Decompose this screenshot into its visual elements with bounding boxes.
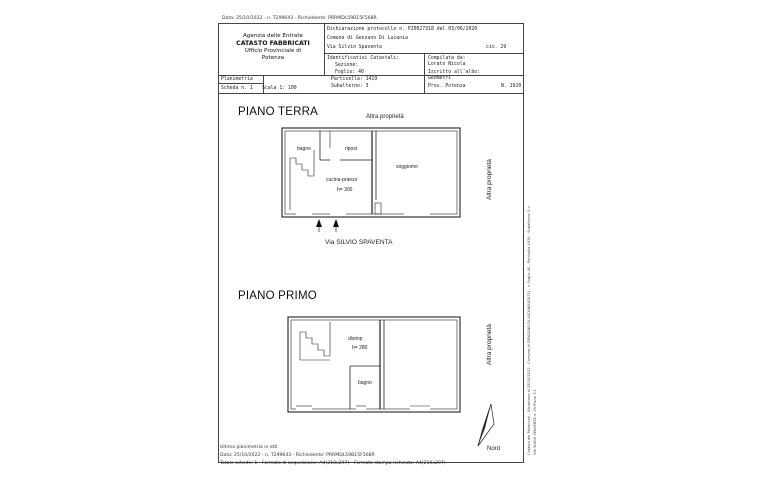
side-stamp-line2: VIA SILVIO SPAVENTA n. 29 Piano T-1	[533, 389, 537, 455]
compilata-label: Compilata da:	[428, 56, 466, 61]
protocol-line: Dichiarazione protocollo n. PZ0027318 del 03/06/2020	[327, 27, 478, 32]
ufficio-city: Potenza	[261, 55, 285, 61]
disimp-height: h= 280	[352, 345, 368, 351]
footer-format-info: Totale schede: 1 - Formato di acquisizione: A4(210x297) - Formato stampa richiesto: A4(210x297)	[220, 461, 446, 466]
cucina-label: cucina-pranzo	[326, 177, 358, 183]
street-label: Via SILVIO SPAVENTA	[325, 239, 393, 246]
disimp-label: disimp	[348, 336, 363, 342]
comune-line: Comune di Genzano Di Lucania	[327, 36, 408, 41]
print-info: Data: 25/10/2022 - n. T299643 - Richiedente: PRRMDL59B15F568R	[222, 16, 377, 21]
civic-number: civ. 29	[486, 45, 507, 50]
ufficio-label: Ufficio Provinciale di	[244, 48, 302, 54]
cucina-height: h= 300	[337, 187, 353, 193]
address-line: Via Silvio Spaventa	[327, 45, 382, 50]
side-stamp-line1: Catasto dei Fabbricati - Situazione al 25/10/2022 - Comune di GENZANO DI LUCANIA(D971) - < Foglio 40 - Particella 1419 - Subalterno 3 >	[527, 205, 531, 455]
bagno-label: bagno	[297, 146, 311, 152]
footer-print-info: Data: 25/10/2022 - n. T299643 - Richiedente: PRRMDL59B15F568R	[220, 453, 375, 458]
subalterno-line: Subalterno: 3	[331, 84, 369, 89]
numero-line: N. 1920	[501, 84, 522, 89]
iscritto-label: Iscritto all'albo:	[428, 70, 480, 75]
neighbor-right-first: Altra proprietà	[486, 324, 493, 365]
compilata-name: Lorato Nicola	[428, 62, 466, 67]
foglio-line: Foglio: 40	[335, 70, 364, 75]
first-floor-outline	[288, 317, 460, 412]
footer-last-plan: Ultima planimetria in atti	[220, 445, 278, 450]
agency-name: Agenzia delle Entrate	[242, 33, 303, 39]
scheda-label: Scheda n. 1	[221, 86, 253, 91]
sezione-line: Sezione:	[335, 63, 359, 68]
neighbor-top-label: Altra proprietà	[366, 114, 404, 120]
iscritto-value: Geometri	[428, 76, 452, 81]
particella-line: Particella: 1419	[331, 77, 378, 82]
bagno-first-label: bagno	[358, 380, 372, 386]
scala-label: Scala 1: 100	[262, 86, 297, 91]
ground-floor-outline	[282, 128, 460, 217]
north-label: Nord	[487, 446, 501, 452]
neighbor-right-ground: Altra proprietà	[486, 159, 493, 200]
first-floor-title: PIANO PRIMO	[238, 290, 317, 302]
identificativi-label: Identificativi Catastali:	[327, 56, 400, 61]
soggiorno-label: soggiorno	[396, 164, 418, 170]
ground-floor-title: PIANO TERRA	[238, 106, 318, 118]
catasto-title: CATASTO FABBRICATI	[236, 40, 310, 47]
prov-line: Prov. Potenza	[428, 84, 466, 89]
ripost-label: ripost	[345, 146, 358, 152]
planimetria-label: Planimetria	[221, 77, 253, 82]
